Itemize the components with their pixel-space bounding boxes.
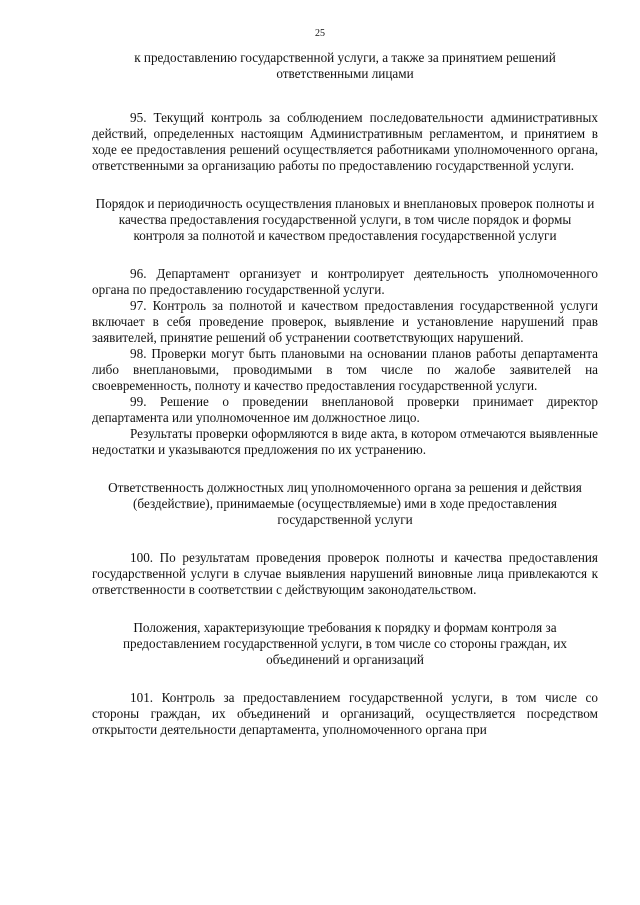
spacer [92,598,598,620]
section-heading-citizens: Положения, характеризующие требования к порядку и формам контроля за предоставлением государственной услуги, в том числе со стороны граждан, их объединений и организаций [122,620,568,667]
section-heading-decisions: к предоставлению государственной услуги, а также за принятием решений ответственными лицами [134,50,556,81]
paragraph-100: 100. По результатам проведения проверок полноты и качества предоставления государственной услуги в случае выявления нарушений виновные лица привлекаются к ответственности в соответствии с действующим законодательством. [92,550,598,597]
paragraph-101: 101. Контроль за предоставлением государственной услуги, в том числе со стороны граждан, их объединений и организаций, осуществляется посредством открытости деятельности департамента, уполномоченного органа при [92,690,598,737]
spacer [92,174,598,196]
section-heading-checks: Порядок и периодичность осуществления плановых и внеплановых проверок полноты и качества предоставления государственной услуги, в том числе порядок и формы контроля за полнотой и качеством предоставления государственной услуги [95,196,595,243]
spacer [92,458,598,480]
page-number: 25 [315,28,325,39]
spacer [92,528,598,550]
paragraph-99-results: Результаты проверки оформляются в виде акта, в котором отмечаются выявленные недостатки и указываются предложения по их устранению. [92,426,598,457]
section-heading-responsibility: Ответственность должностных лиц уполномоченного органа за решения и действия (бездействие), принимаемые (осуществляемые) ими в ходе предоставления государственной услуги [108,480,582,527]
paragraph-98: 98. Проверки могут быть плановыми на основании планов работы департамента либо внеплановыми, проводимыми в том числе по жалобе заявителей на своевременность, полноту и качество предоставления государственной услуги. [92,346,598,393]
paragraph-95: 95. Текущий контроль за соблюдением последовательности административных действий, определенных настоящим Административным регламентом, и принятием в ходе ее предоставления решений осуществляется работниками уполномоченного органа, ответственными за организацию работы по предоставлению государственной услуги. [92,110,598,173]
document-body [92,50,598,738]
paragraph-96: 96. Департамент организует и контролирует деятельность уполномоченного органа по предоставлению государственной услуги. [92,266,598,297]
spacer [92,244,598,266]
paragraph-99: 99. Решение о проведении внеплановой проверки принимает директор департамента или уполномоченное им должностное лицо. [92,394,598,425]
spacer [92,668,598,690]
paragraph-97: 97. Контроль за полнотой и качеством предоставления государственной услуги включает в себя проведение проверок, выявление и установление нарушений прав заявителей, принятие решений об устранении соответствующих нарушений. [92,298,598,345]
spacer [92,82,598,110]
